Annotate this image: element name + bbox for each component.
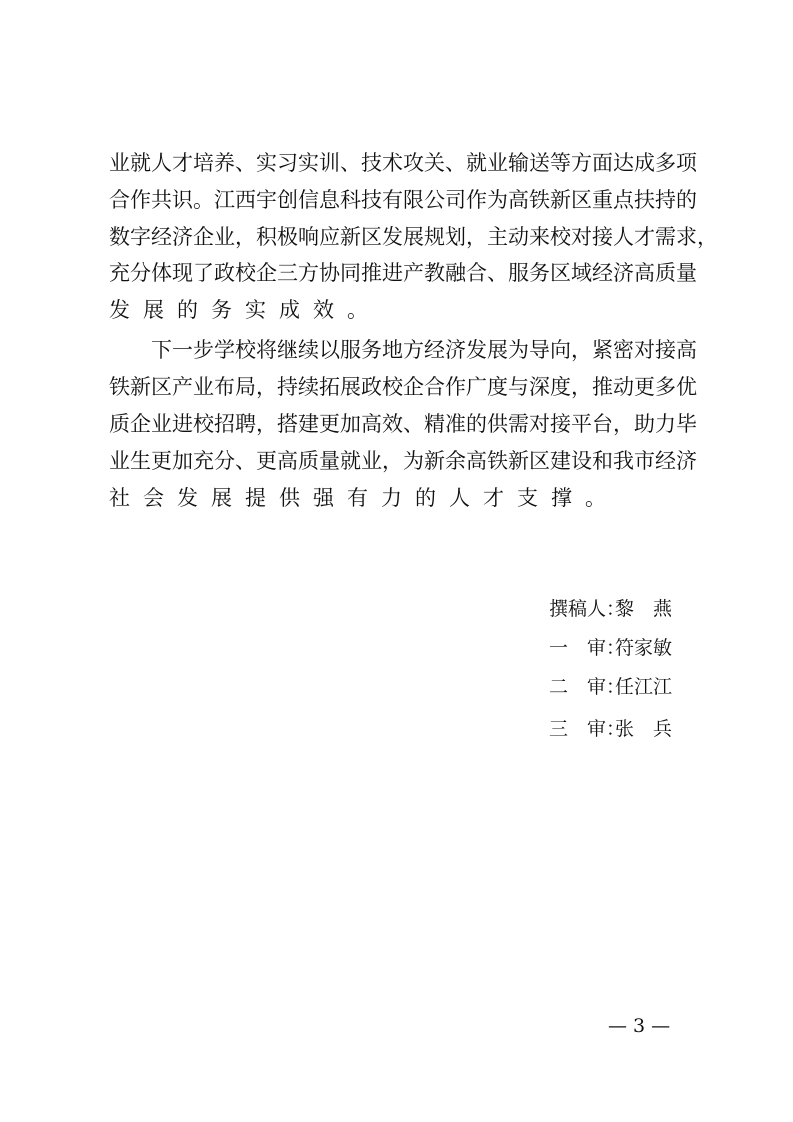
signature-label: 三 审： xyxy=(549,718,626,740)
signature-name: 张 兵 xyxy=(615,718,673,740)
text-line: 充分体现了政校企三方协同推进产教融合、服务区域经济高质量 xyxy=(109,261,697,285)
text-line: 合作共识。江西宇创信息科技有限公司作为高铁新区重点扶持的 xyxy=(109,188,697,212)
signature-label: 二 审： xyxy=(549,676,626,698)
signature-review-2 xyxy=(549,675,672,699)
page-number: — 3 — xyxy=(608,1015,671,1037)
signature-name: 任江江 xyxy=(615,676,673,698)
text-line: 铁新区产业布局，持续拓展政校企合作广度与深度，推动更多优 xyxy=(109,375,697,399)
text-line: 社会发展提供强有力的人才支撑。 xyxy=(109,486,619,510)
signature-name: 黎 燕 xyxy=(615,598,673,620)
signature-name: 符家敏 xyxy=(615,637,673,659)
signature-label: 撰稿人： xyxy=(549,598,626,620)
text-line: 数字经济企业，积极响应新区发展规划，主动来校对接人才需求， xyxy=(109,225,718,249)
signature-review-1 xyxy=(549,636,672,660)
text-line: 业生更加充分、更高质量就业，为新余高铁新区建设和我市经济 xyxy=(109,449,697,473)
text-line: 质企业进校招聘，搭建更加高效、精准的供需对接平台，助力毕 xyxy=(109,412,697,436)
text-line: 业就人才培养、实习实训、技术攻关、就业输送等方面达成多项 xyxy=(109,151,697,175)
text-line: 下一步学校将继续以服务地方经济发展为导向，紧密对接高 xyxy=(109,338,697,362)
signature-label: 一 审： xyxy=(549,637,626,659)
signature-review-3 xyxy=(549,717,672,741)
text-line: 发展的务实成效。 xyxy=(109,298,381,322)
signature-writer xyxy=(549,597,672,621)
